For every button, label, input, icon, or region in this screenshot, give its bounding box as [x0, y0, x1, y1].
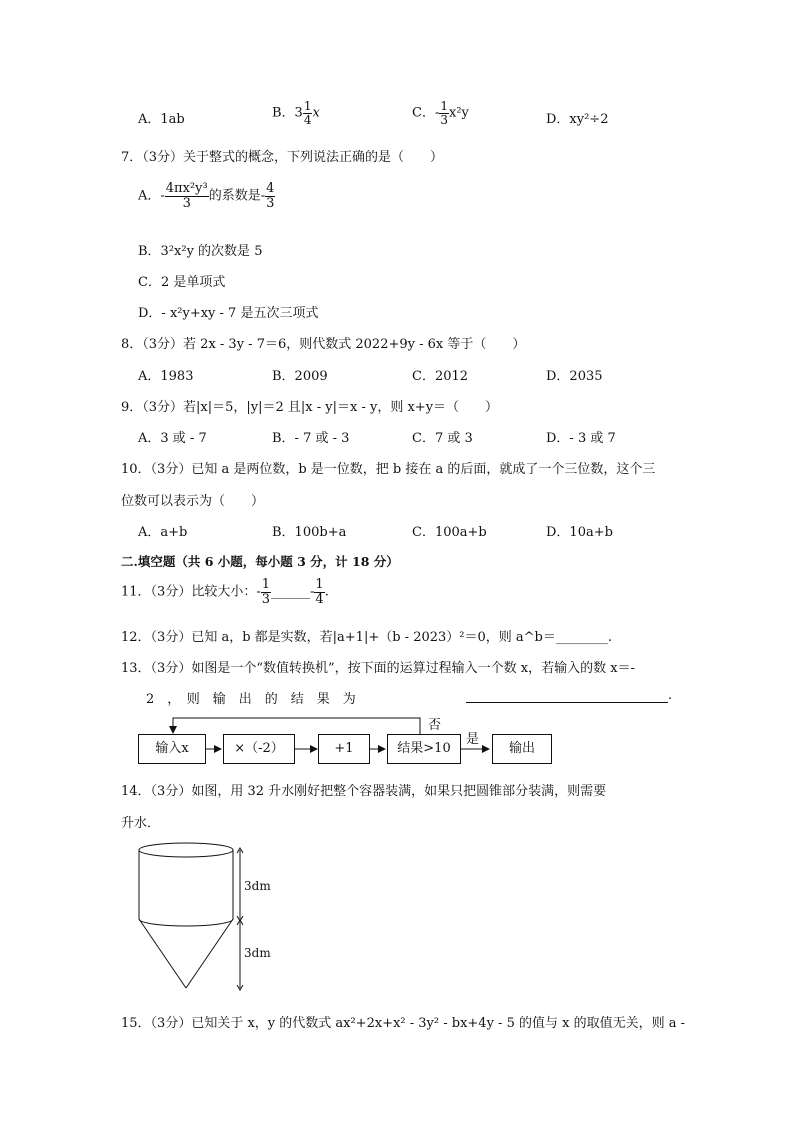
flow-add-box: +1	[318, 734, 370, 764]
q9-option-b: B．- 7 或 - 3	[272, 431, 350, 446]
q10-option-a: A．a+b	[138, 525, 188, 540]
q15-line1: 15．（3分）已知关于 x，y 的代数式 ax²+2x+x² - 3y² - bx+4y - 5 的值与 x 的取值无关，则 a -	[121, 1016, 685, 1031]
dim-label-bottom: 3dm	[244, 946, 271, 960]
q9-option-d: D．- 3 或 7	[546, 431, 616, 446]
q7-option-d: D．- x²y+xy - 7 是五次三项式	[138, 306, 319, 321]
q6-option-b: B．3 $\frac{1}{4}$ x	[272, 99, 320, 127]
q6-option-a: A．1ab	[138, 112, 185, 127]
q9-option-a: A．3 或 - 7	[138, 431, 207, 446]
flow-yes-label: 是	[466, 732, 480, 747]
q14-line2: 升水．	[121, 816, 161, 831]
q11: 11．（3分）比较大小：- $\frac{1}{3}$ ______- $\frac{1}{4}$ .	[121, 577, 329, 607]
q6-option-d: D．xy²÷2	[546, 112, 609, 127]
q6-option-c: C．- $\frac{1}{3}$ x²y	[412, 99, 469, 127]
q7-option-b: B．3²x²y 的次数是 5	[138, 244, 263, 259]
q8-option-b: B．2009	[272, 369, 328, 384]
q7-option-a: A．- $\frac{\text{4πx²y³}}{3}$ 的系数是- $\frac{4}{3}$	[138, 181, 275, 211]
q8-stem: 8．（3分）若 2x - 3y - 7＝6，则代数式 2022+9y - 6x 等于（ ）	[121, 337, 526, 352]
q8-option-c: C．2012	[412, 369, 469, 384]
q10-option-c: C．100a+b	[412, 525, 487, 540]
dim-label-top: 3dm	[244, 879, 271, 893]
flow-output-box: 输出	[492, 734, 552, 764]
section-heading: 二.填空题（共 6 小题，每小题 3 分，计 18 分）	[121, 554, 399, 569]
q7-stem: 7．（3分）关于整式的概念，下列说法正确的是（ ）	[121, 150, 444, 165]
q12: 12．（3分）已知 a，b 都是实数，若|a+1|+（b - 2023）²＝0，则 a^b＝________.	[121, 630, 612, 645]
q9-stem: 9．（3分）若|x|＝5，|y|＝2 且|x - y|＝x - y，则 x+y＝（ ）	[121, 400, 499, 415]
q8-option-a: A．1983	[138, 369, 194, 384]
q10-option-b: B．100b+a	[272, 525, 347, 540]
q13-line1: 13．（3分）如图是一个“数值转换机”，按下面的运算过程输入一个数 x，若输入的数 x＝-	[121, 661, 635, 676]
flow-input-box: 输入x	[138, 734, 206, 764]
flow-condition-box: 结果>10	[387, 734, 461, 764]
q13-answer-blank	[466, 688, 668, 703]
q14-line1: 14．（3分）如图，用 32 升水刚好把整个容器装满，如果只把圆锥部分装满，则需要	[121, 784, 607, 799]
q9-option-c: C．7 或 3	[412, 431, 473, 446]
container-figure	[130, 838, 280, 998]
q10-stem-line2: 位数可以表示为（ ）	[121, 494, 265, 509]
q13-line2-end: .	[668, 688, 673, 703]
q7-option-c: C．2 是单项式	[138, 275, 226, 290]
q10-stem-line1: 10．（3分）已知 a 是两位数，b 是一位数，把 b 接在 a 的后面，就成了一个三位数，这个三	[121, 462, 656, 477]
q13-line2: 2 ， 则 输 出 的 结 果 为	[146, 692, 356, 707]
q10-option-d: D．10a+b	[546, 525, 613, 540]
q8-option-d: D．2035	[546, 369, 603, 384]
flow-multiply-box: ×（-2）	[223, 734, 295, 764]
flow-no-label: 否	[428, 718, 442, 733]
